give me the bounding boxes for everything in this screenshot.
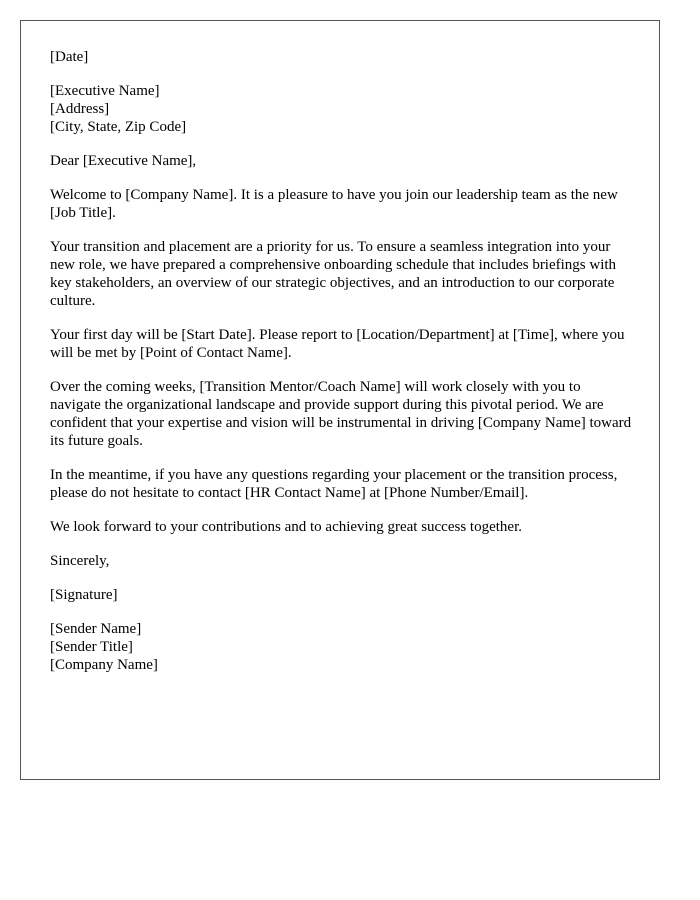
letter-page	[20, 20, 660, 780]
recipient-block	[50, 82, 635, 136]
sender-title: [Sender Title]	[50, 639, 133, 655]
salutation: Dear [Executive Name],	[50, 153, 197, 169]
paragraph-onboarding: Your transition and placement are a priority for us. To ensure a seamless integration into your new role, we have prepared a comprehensive onboarding schedule that includes briefings with key stakeholders, an overview of our strategic objectives, and an introduction to our corporate culture.	[50, 239, 617, 309]
paragraph-welcome: Welcome to [Company Name]. It is a pleasure to have you join our leadership team as the new [Job Title].	[50, 187, 618, 221]
closing: Sincerely,	[50, 553, 110, 569]
paragraph-mentor: Over the coming weeks, [Transition Mentor/Coach Name] will work closely with you to navigate the organizational landscape and provide support during this pivotal period. We are confident that your expertise and vision will be instrumental in driving [Company Name] toward its future goals.	[50, 379, 632, 449]
signature: [Signature]	[50, 587, 118, 603]
letter-body	[50, 48, 635, 690]
sender-block	[50, 620, 635, 674]
recipient-address: [Address]	[50, 101, 110, 117]
paragraph-closing-remark: We look forward to your contributions and to achieving great success together.	[50, 519, 522, 535]
recipient-city-state-zip: [City, State, Zip Code]	[50, 119, 187, 135]
sender-name: [Sender Name]	[50, 621, 142, 637]
sender-company: [Company Name]	[50, 657, 158, 673]
paragraph-first-day: Your first day will be [Start Date]. Please report to [Location/Department] at [Time], where you will be met by [Point of Contact Name].	[50, 327, 625, 361]
paragraph-contact: In the meantime, if you have any questions regarding your placement or the transition process, please do not hesitate to contact [HR Contact Name] at [Phone Number/Email].	[50, 467, 618, 501]
letter-date: [Date]	[50, 49, 89, 65]
recipient-name: [Executive Name]	[50, 83, 160, 99]
